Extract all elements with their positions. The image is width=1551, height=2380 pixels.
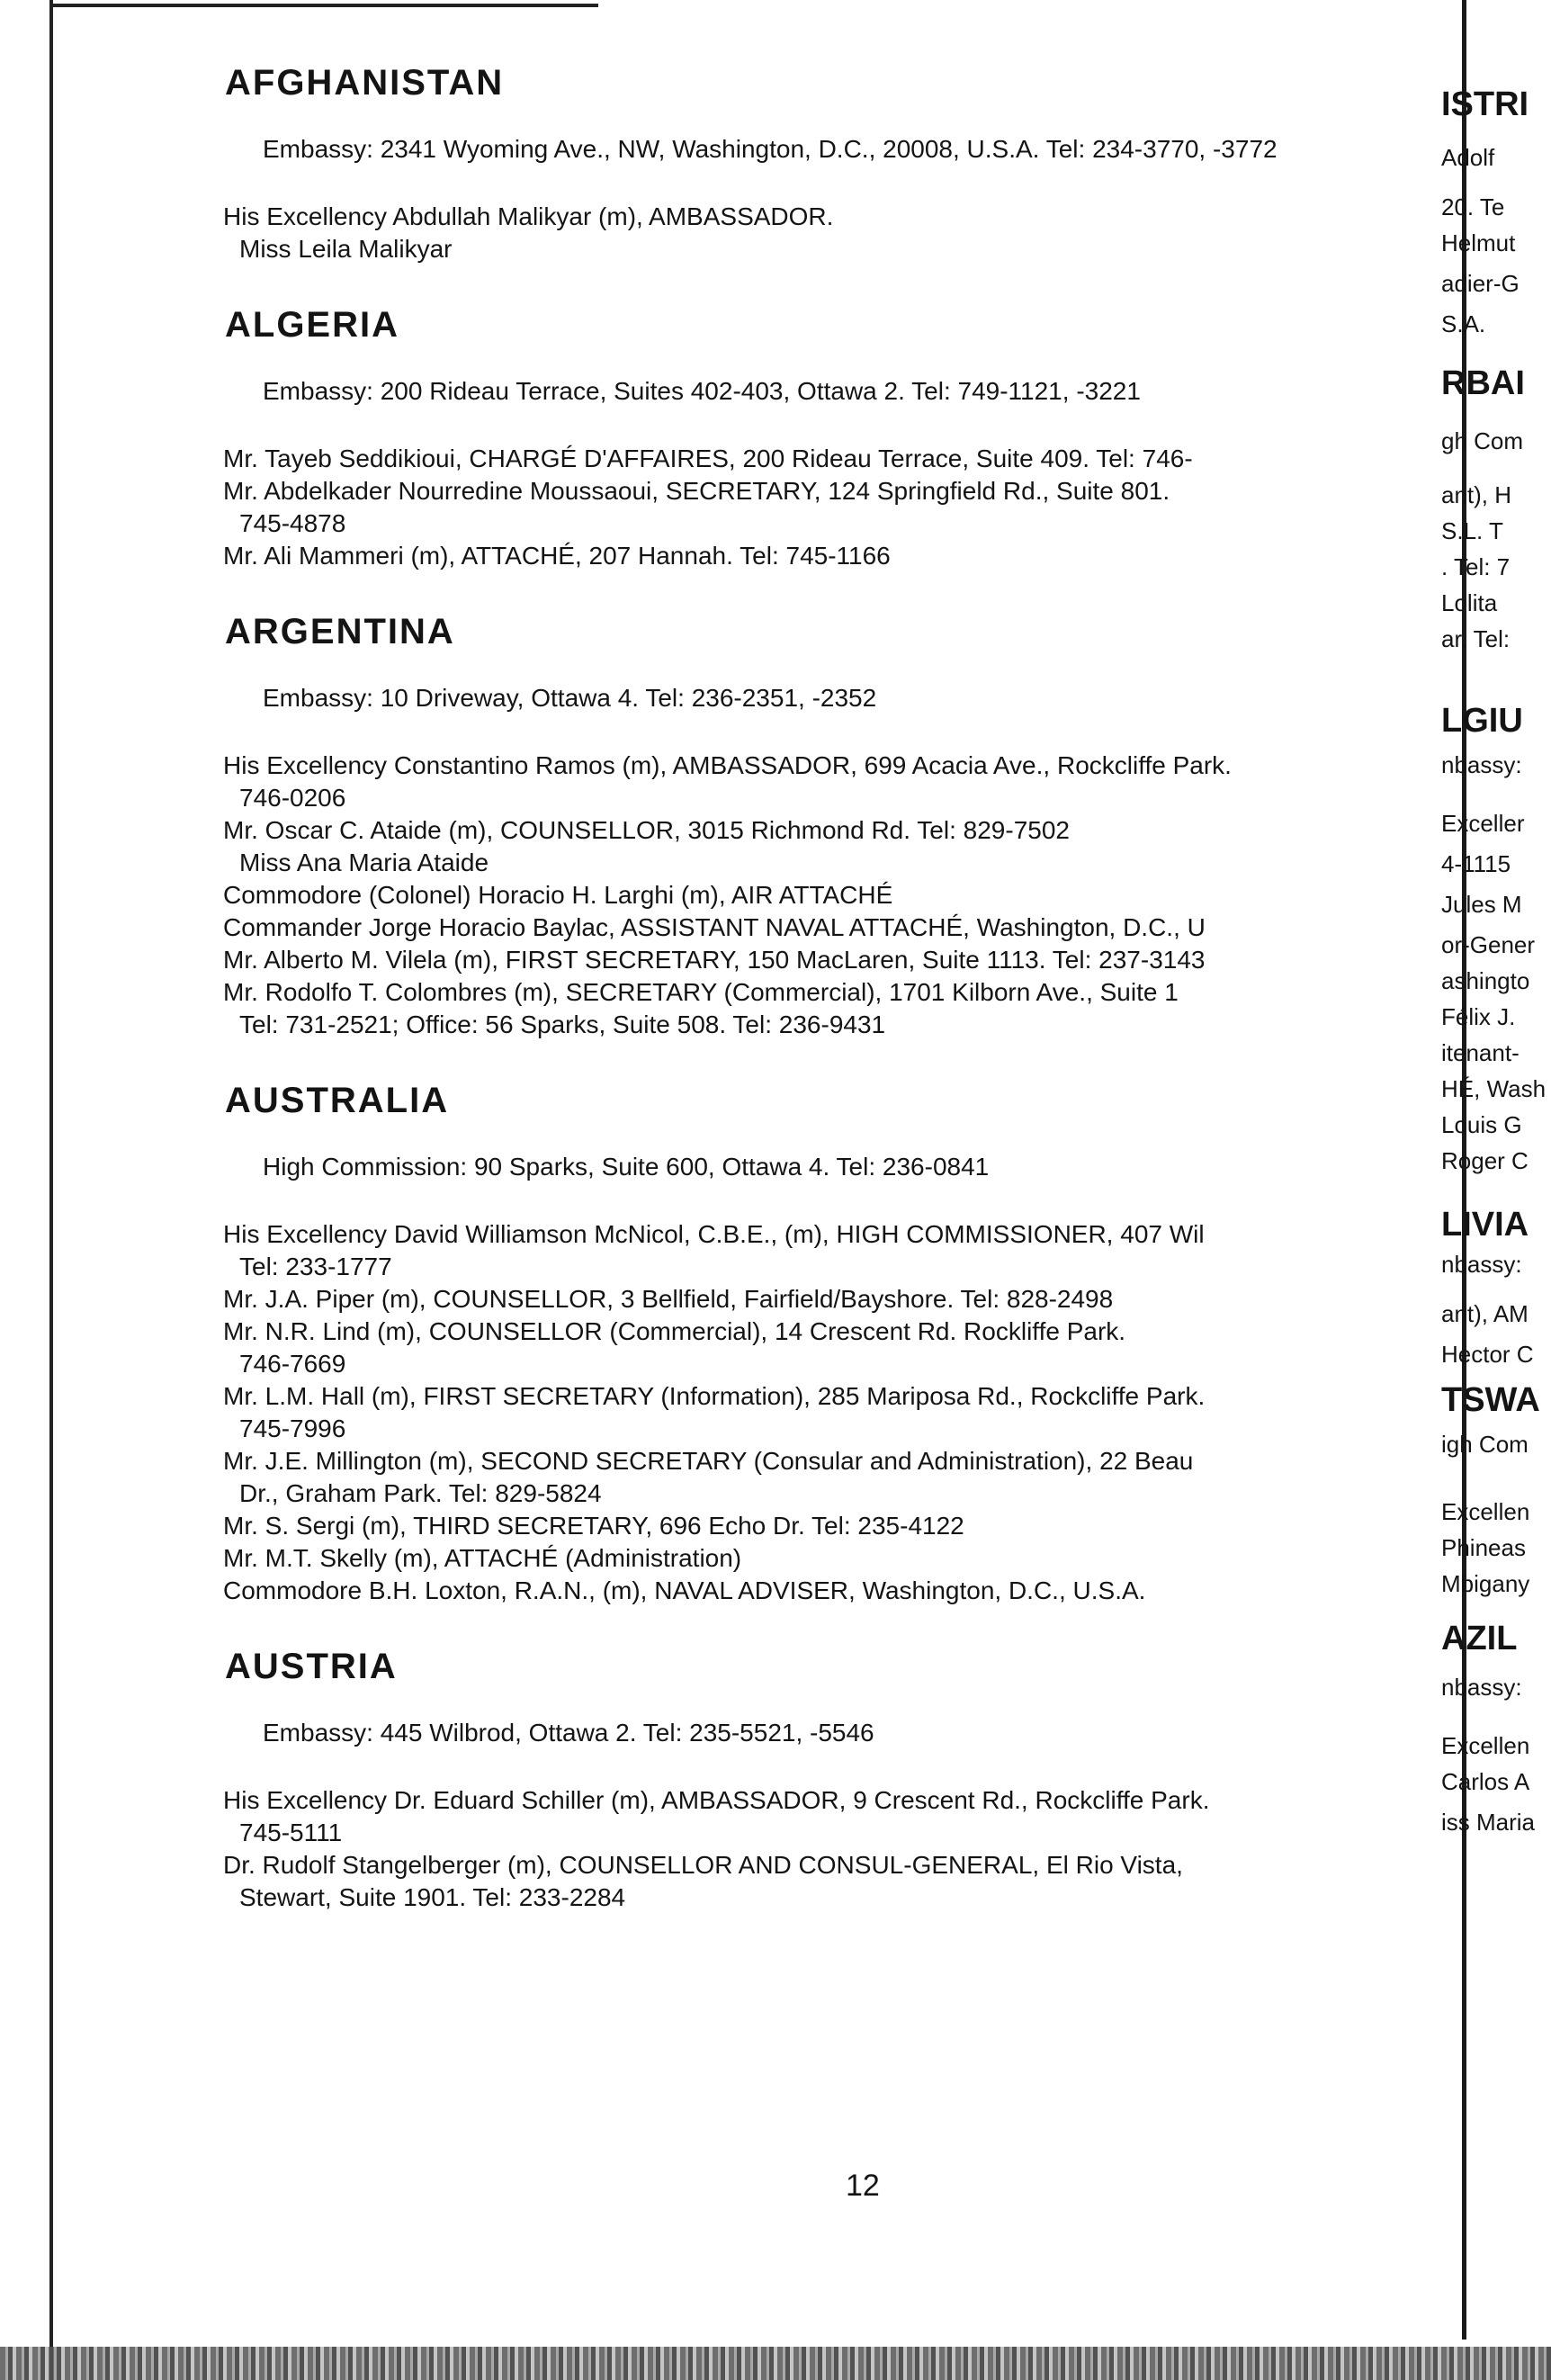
- fragment-text: itenant-: [1441, 1039, 1520, 1066]
- entry-continuation: 745-5111: [239, 1819, 343, 1846]
- fragment-text: 4-1115: [1441, 850, 1511, 877]
- staff-entry: [223, 1316, 1466, 1380]
- fragment-text: Louis G: [1441, 1111, 1522, 1138]
- entry-text: His Excellency Constantino Ramos (m), AMBASSADOR, 699 Acacia Ave., Rockcliffe Park.: [223, 751, 1232, 779]
- staff-entry: [223, 1380, 1466, 1445]
- entry-continuation: 746-7669: [239, 1350, 346, 1378]
- entry-text: His Excellency David Williamson McNicol, C.B.E., (m), HIGH COMMISSIONER, 407 Wil: [223, 1220, 1205, 1248]
- staff-entry: [223, 1542, 1466, 1575]
- fragment-text: Excellen: [1441, 1732, 1530, 1759]
- staff-entry: [223, 201, 1466, 233]
- mission-address: Embassy: 445 Wilbrod, Ottawa 2. Tel: 235-5521, -5546: [263, 1719, 874, 1747]
- staff-entry: [223, 1784, 1466, 1849]
- spouse-entry: [239, 847, 1466, 879]
- entry-text: His Excellency Abdullah Malikyar (m), AMBASSADOR.: [223, 202, 834, 230]
- scan-bottom-strip: [0, 2347, 1551, 2380]
- staff-entry: [223, 443, 1466, 475]
- fragment-text: or-Gener: [1441, 931, 1536, 958]
- entry-text: Mr. Abdelkader Nourredine Moussaoui, SECRETARY, 124 Springfield Rd., Suite 801.: [223, 477, 1170, 505]
- fragment-text: iss Maria: [1441, 1809, 1536, 1836]
- staff-entry: [223, 814, 1466, 847]
- staff-entry: [223, 1849, 1466, 1914]
- fragment-text: gh Com: [1441, 427, 1524, 454]
- fragment-text: adier-G: [1441, 270, 1520, 297]
- entry-text: Mr. Alberto M. Vilela (m), FIRST SECRETARY, 150 MacLaren, Suite 1113. Tel: 237-3143: [223, 946, 1206, 974]
- fragment-text: nbassy:: [1441, 1674, 1522, 1701]
- fragment-text: Félix J.: [1441, 1003, 1516, 1030]
- fragment-text: Hector C: [1441, 1341, 1534, 1368]
- country-heading: ARGENTINA: [225, 612, 455, 651]
- fragment-heading: RBAI: [1441, 364, 1525, 402]
- staff-entry: [223, 750, 1466, 814]
- country-heading: AUSTRIA: [225, 1647, 398, 1686]
- entry-text: Mr. L.M. Hall (m), FIRST SECRETARY (Information), 285 Mariposa Rd., Rockcliffe Park.: [223, 1382, 1206, 1410]
- fragment-text: Jules M: [1441, 891, 1522, 918]
- entry-continuation: 745-7996: [239, 1415, 346, 1442]
- fragment-text: ant), H: [1441, 481, 1512, 508]
- page-edge-top: [49, 4, 598, 7]
- fragment-text: Adolf: [1441, 144, 1495, 171]
- country-heading: AUSTRALIA: [225, 1081, 450, 1120]
- directory-column: [216, 54, 1466, 1937]
- entry-text: Miss Leila Malikyar: [239, 235, 453, 263]
- staff-entry: [223, 1283, 1466, 1316]
- mission-address: High Commission: 90 Sparks, Suite 600, Ottawa 4. Tel: 236-0841: [263, 1153, 990, 1181]
- fragment-text: Helmut: [1441, 229, 1516, 256]
- fragment-text: nbassy:: [1441, 1251, 1522, 1278]
- fragment-text: S.L. T: [1441, 517, 1503, 544]
- entry-text: Mr. S. Sergi (m), THIRD SECRETARY, 696 Echo Dr. Tel: 235-4122: [223, 1512, 964, 1540]
- staff-entry: [223, 1445, 1466, 1510]
- adjacent-page-fragments: [1439, 0, 1551, 2340]
- fragment-text: Exceller: [1441, 810, 1525, 837]
- staff-entry: [223, 1510, 1466, 1542]
- staff-entry: [223, 1575, 1466, 1607]
- entry-text: Commodore (Colonel) Horacio H. Larghi (m), AIR ATTACHÉ: [223, 881, 893, 909]
- entry-continuation: Tel: 233-1777: [239, 1253, 392, 1280]
- fragment-text: Carlos A: [1441, 1768, 1530, 1795]
- fragment-text: 20. Te: [1441, 193, 1505, 220]
- entry-continuation: 745-4878: [239, 509, 346, 537]
- page-edge-left: [49, 0, 53, 2380]
- staff-entry: [223, 475, 1466, 540]
- fragment-text: Lolita: [1441, 589, 1498, 616]
- entry-text: Mr. Tayeb Seddikioui, CHARGÉ D'AFFAIRES, 200 Rideau Terrace, Suite 409. Tel: 746-: [223, 445, 1193, 472]
- fragment-text: HÉ, Wash: [1441, 1075, 1547, 1102]
- entry-continuation: Tel: 731-2521; Office: 56 Sparks, Suite 508. Tel: 236-9431: [239, 1010, 886, 1038]
- entry-text: Mr. Ali Mammeri (m), ATTACHÉ, 207 Hannah. Tel: 745-1166: [223, 542, 891, 570]
- mission-address: Embassy: 2341 Wyoming Ave., NW, Washington, D.C., 20008, U.S.A. Tel: 234-3770, -3772: [263, 135, 1278, 163]
- entry-text: Mr. M.T. Skelly (m), ATTACHÉ (Administration): [223, 1544, 742, 1572]
- staff-entry: [223, 879, 1466, 912]
- fragment-text: ar. Tel:: [1441, 625, 1511, 652]
- fragment-text: S.A.: [1441, 310, 1486, 337]
- entry-text: Commander Jorge Horacio Baylac, ASSISTANT NAVAL ATTACHÉ, Washington, D.C., U: [223, 913, 1206, 941]
- entry-continuation: 746-0206: [239, 784, 346, 812]
- entry-text: Mr. J.E. Millington (m), SECOND SECRETARY (Consular and Administration), 22 Beau: [223, 1447, 1194, 1475]
- entry-text: Dr. Rudolf Stangelberger (m), COUNSELLOR AND CONSUL-GENERAL, El Rio Vista,: [223, 1851, 1183, 1879]
- fragment-text: igh Com: [1441, 1431, 1529, 1458]
- fragment-text: Mbigany: [1441, 1570, 1530, 1597]
- fragment-text: . Tel: 7: [1441, 553, 1511, 580]
- entry-continuation: Dr., Graham Park. Tel: 829-5824: [239, 1479, 602, 1507]
- entry-text: His Excellency Dr. Eduard Schiller (m), AMBASSADOR, 9 Crescent Rd., Rockcliffe Park.: [223, 1786, 1210, 1814]
- entry-text: Mr. J.A. Piper (m), COUNSELLOR, 3 Bellfield, Fairfield/Bayshore. Tel: 828-2498: [223, 1285, 1114, 1313]
- page-number: 12: [846, 2169, 880, 2203]
- country-heading: AFGHANISTAN: [225, 63, 505, 103]
- entry-continuation: Stewart, Suite 1901. Tel: 233-2284: [239, 1883, 626, 1911]
- fragment-text: Roger C: [1441, 1147, 1529, 1174]
- fragment-text: Phineas: [1441, 1534, 1526, 1561]
- entry-text: Mr. N.R. Lind (m), COUNSELLOR (Commercial), 14 Crescent Rd. Rockliffe Park.: [223, 1317, 1126, 1345]
- staff-entry: [223, 944, 1466, 976]
- fragment-text: nbassy:: [1441, 751, 1522, 778]
- fragment-text: ashingto: [1441, 967, 1530, 994]
- fragment-heading: LIVIA: [1441, 1206, 1529, 1244]
- mission-address: Embassy: 200 Rideau Terrace, Suites 402-403, Ottawa 2. Tel: 749-1121, -3221: [263, 377, 1141, 405]
- staff-entry: [223, 912, 1466, 944]
- fragment-heading: LGIU: [1441, 702, 1523, 740]
- country-heading: ALGERIA: [225, 305, 399, 345]
- fragment-heading: TSWA: [1441, 1381, 1540, 1419]
- fragment-text: ant), AM: [1441, 1300, 1529, 1327]
- spouse-entry: [239, 233, 1466, 265]
- mission-address: Embassy: 10 Driveway, Ottawa 4. Tel: 236-2351, -2352: [263, 684, 877, 712]
- fragment-heading: AZIL: [1441, 1620, 1518, 1657]
- entry-text: Mr. Oscar C. Ataide (m), COUNSELLOR, 3015 Richmond Rd. Tel: 829-7502: [223, 816, 1070, 844]
- entry-text: Miss Ana Maria Ataide: [239, 849, 489, 876]
- staff-entry: [223, 976, 1466, 1041]
- entry-text: Commodore B.H. Loxton, R.A.N., (m), NAVAL ADVISER, Washington, D.C., U.S.A.: [223, 1576, 1146, 1604]
- fragment-text: Excellen: [1441, 1498, 1530, 1525]
- staff-entry: [223, 1218, 1466, 1283]
- entry-text: Mr. Rodolfo T. Colombres (m), SECRETARY (Commercial), 1701 Kilborn Ave., Suite 1: [223, 978, 1179, 1006]
- fragment-heading: ISTRI: [1441, 85, 1529, 123]
- staff-entry: [223, 540, 1466, 572]
